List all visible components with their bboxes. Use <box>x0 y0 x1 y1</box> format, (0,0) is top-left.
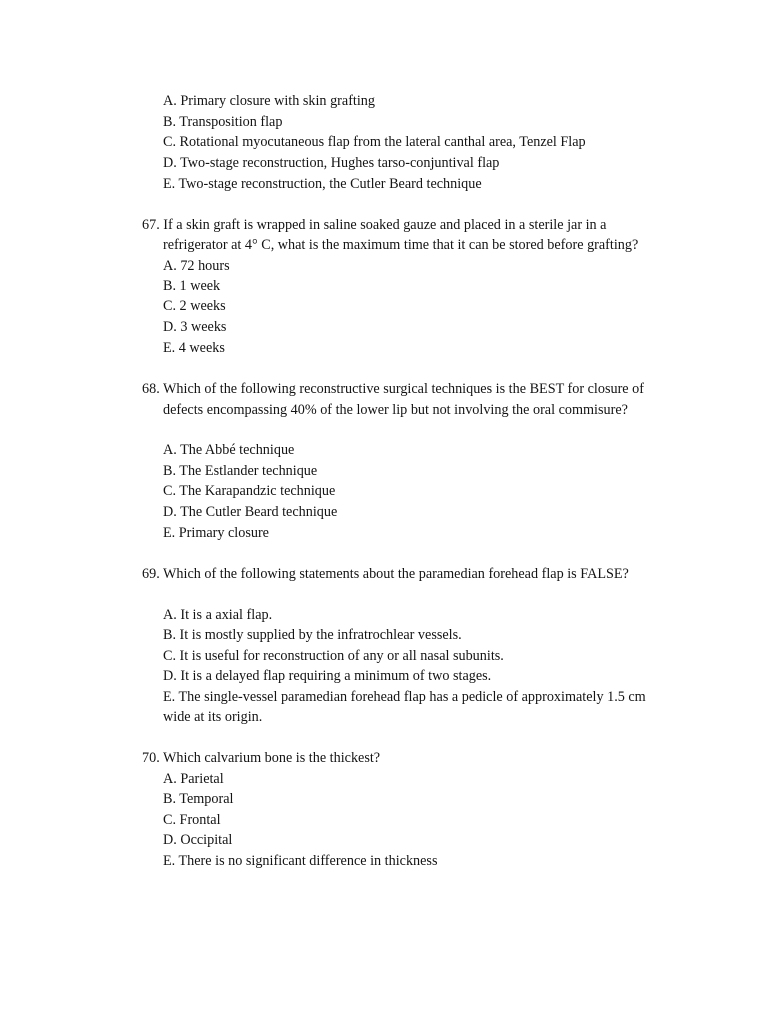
q69-stem-line1: 69. Which of the following statements about the paramedian forehead flap is FALSE? <box>142 566 629 582</box>
prev-option-c: C. Rotational myocutaneous flap from the lateral canthal area, Tenzel Flap <box>163 134 586 150</box>
q68-stem-line1: 68. Which of the following reconstructive surgical techniques is the BEST for closure of <box>142 381 644 397</box>
prev-option-b: B. Transposition flap <box>163 114 283 130</box>
q69-option-e: E. The single-vessel paramedian forehead flap has a pedicle of approximately 1.5 cm <box>163 689 646 705</box>
q68-option-d: D. The Cutler Beard technique <box>163 504 338 520</box>
q67-option-b: B. 1 week <box>163 278 221 294</box>
q69-option-e-continuation: wide at its origin. <box>163 709 263 725</box>
q67-stem-line1: 67. If a skin graft is wrapped in saline soaked gauze and placed in a sterile jar in a <box>142 217 607 233</box>
q69-option-a: A. It is a axial flap. <box>163 607 273 623</box>
q69-option-d: D. It is a delayed flap requiring a minimum of two stages. <box>163 668 492 684</box>
q70-option-d: D. Occipital <box>163 832 233 848</box>
q68-stem-line2: defects encompassing 40% of the lower lip but not involving the oral commisure? <box>163 402 628 418</box>
q69-option-c: C. It is useful for reconstruction of any or all nasal subunits. <box>163 648 504 664</box>
q68-option-b: B. The Estlander technique <box>163 463 318 479</box>
q69-option-b: B. It is mostly supplied by the infratrochlear vessels. <box>163 627 462 643</box>
prev-option-a: A. Primary closure with skin grafting <box>163 93 375 109</box>
q70-option-c: C. Frontal <box>163 812 221 828</box>
q67-option-d: D. 3 weeks <box>163 319 227 335</box>
q70-option-e: E. There is no significant difference in thickness <box>163 853 438 869</box>
q70-option-b: B. Temporal <box>163 791 234 807</box>
q68-option-a: A. The Abbé technique <box>163 442 295 458</box>
q67-stem-line2: refrigerator at 4° C, what is the maximum time that it can be stored before grafting? <box>163 237 639 253</box>
q70-option-a: A. Parietal <box>163 771 224 787</box>
q67-option-c: C. 2 weeks <box>163 298 226 314</box>
prev-option-d: D. Two-stage reconstruction, Hughes tarso-conjuntival flap <box>163 155 500 171</box>
q68-option-c: C. The Karapandzic technique <box>163 483 336 499</box>
prev-option-e: E. Two-stage reconstruction, the Cutler Beard technique <box>163 176 482 192</box>
q70-stem-line1: 70. Which calvarium bone is the thickest? <box>142 750 381 766</box>
q67-option-a: A. 72 hours <box>163 258 230 274</box>
q68-option-e: E. Primary closure <box>163 525 269 541</box>
q67-option-e: E. 4 weeks <box>163 340 225 356</box>
